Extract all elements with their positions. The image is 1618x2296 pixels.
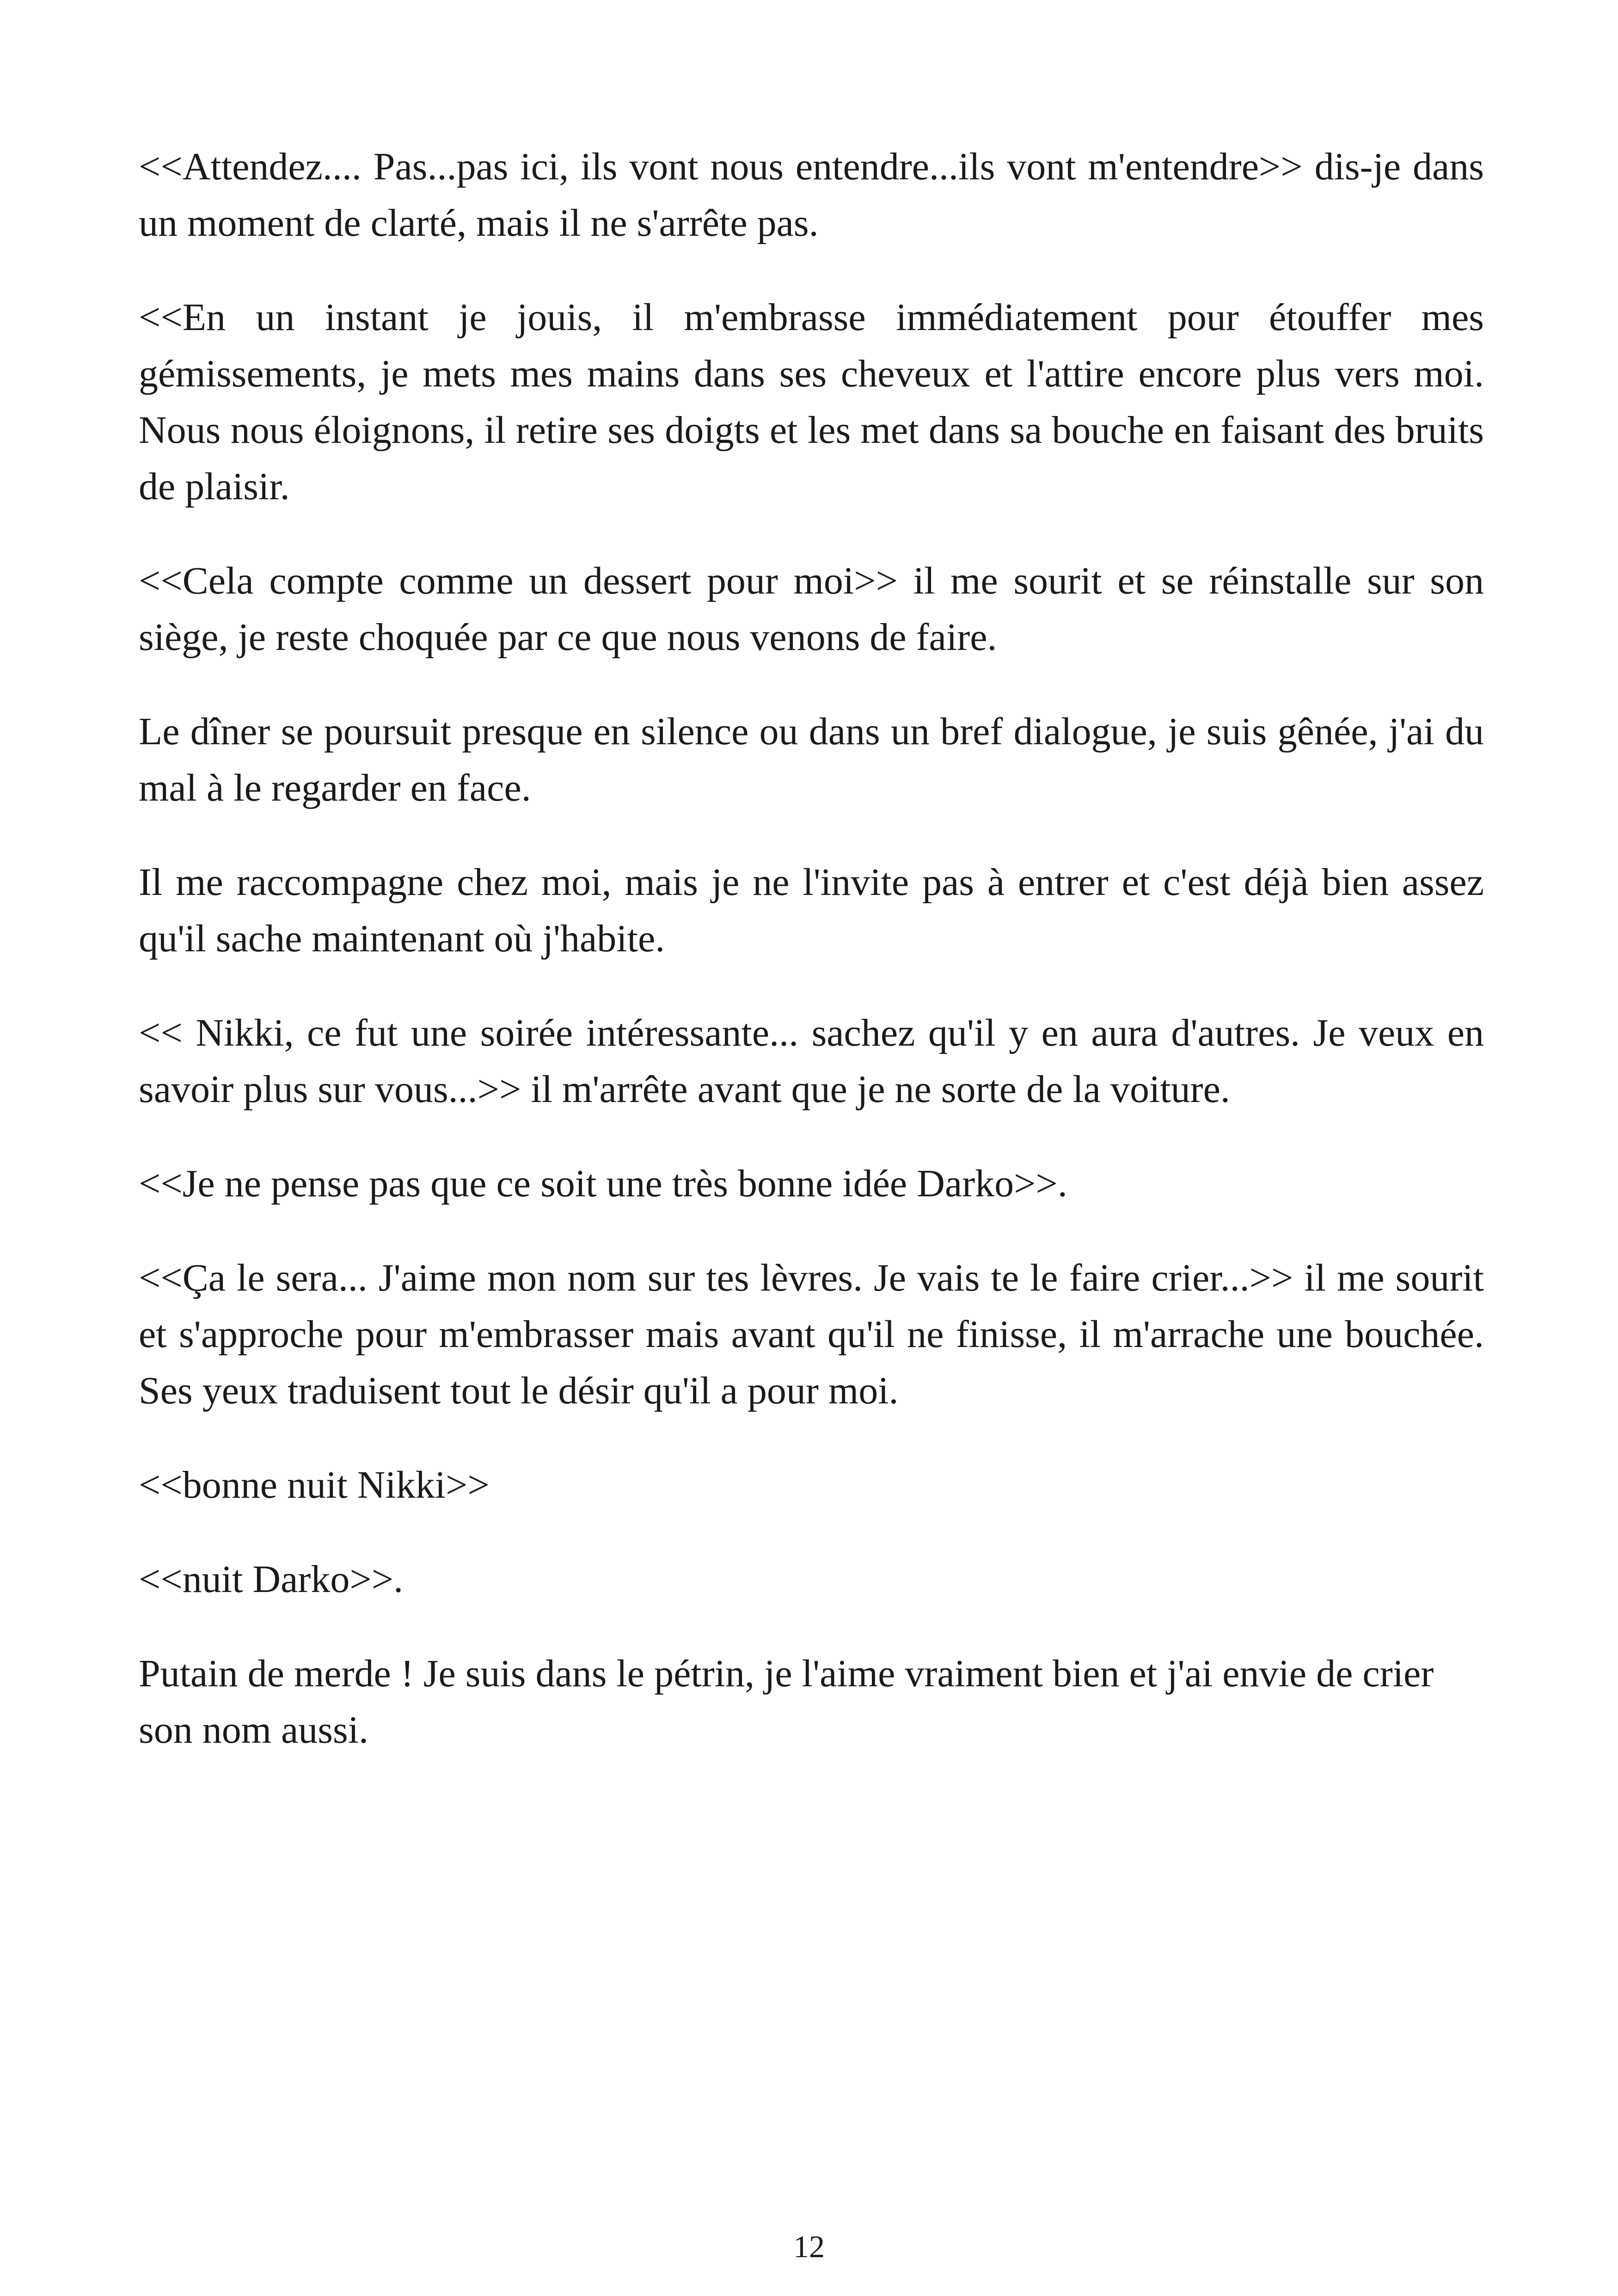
paragraph: <<Cela compte comme un dessert pour moi>> il me sourit et se réinstalle sur son siège, je reste choquée par ce que nous venons de faire. (139, 559, 1484, 659)
body-text (139, 139, 1484, 1796)
paragraph: <<Ça le sera... J'aime mon nom sur tes lèvres. Je vais te le faire crier...>> il me sourit et s'approche pour m'embrasser mais avant qu'il ne finisse, il m'arrache une bouchée. Ses yeux traduisent tout le désir qu'il a pour moi. (139, 1256, 1484, 1412)
paragraph: Le dîner se poursuit presque en silence ou dans un bref dialogue, je suis gênée, j'ai du mal à le regarder en face. (139, 710, 1484, 809)
paragraph: <<Attendez.... Pas...pas ici, ils vont nous entendre...ils vont m'entendre>> dis-je dans un moment de clarté, mais il ne s'arrête pas. (139, 145, 1484, 245)
page-number: 12 (793, 2229, 825, 2264)
paragraph: <<En un instant je jouis, il m'embrasse immédiatement pour étouffer mes gémissements, je mets mes mains dans ses cheveux et l'attire encore plus vers moi. Nous nous éloignons, il retire ses doigts et les met dans sa bouche en faisant des bruits de plaisir. (139, 296, 1484, 508)
paragraph: Il me raccompagne chez moi, mais je ne l'invite pas à entrer et c'est déjà bien assez qu'il sache maintenant où j'habite. (139, 861, 1484, 960)
paragraph: <<bonne nuit Nikki>> (139, 1463, 490, 1506)
paragraph: <<Je ne pense pas que ce soit une très bonne idée Darko>>. (139, 1162, 1067, 1205)
paragraph: << Nikki, ce fut une soirée intéressante... sachez qu'il y en aura d'autres. Je veux en savoir plus sur vous...>> il m'arrête avant que je ne sorte de la voiture. (139, 1011, 1484, 1111)
paragraph: Putain de merde ! Je suis dans le pétrin, je l'aime vraiment bien et j'ai envie de crier son nom aussi. (139, 1652, 1434, 1751)
paragraph: <<nuit Darko>>. (139, 1558, 404, 1601)
